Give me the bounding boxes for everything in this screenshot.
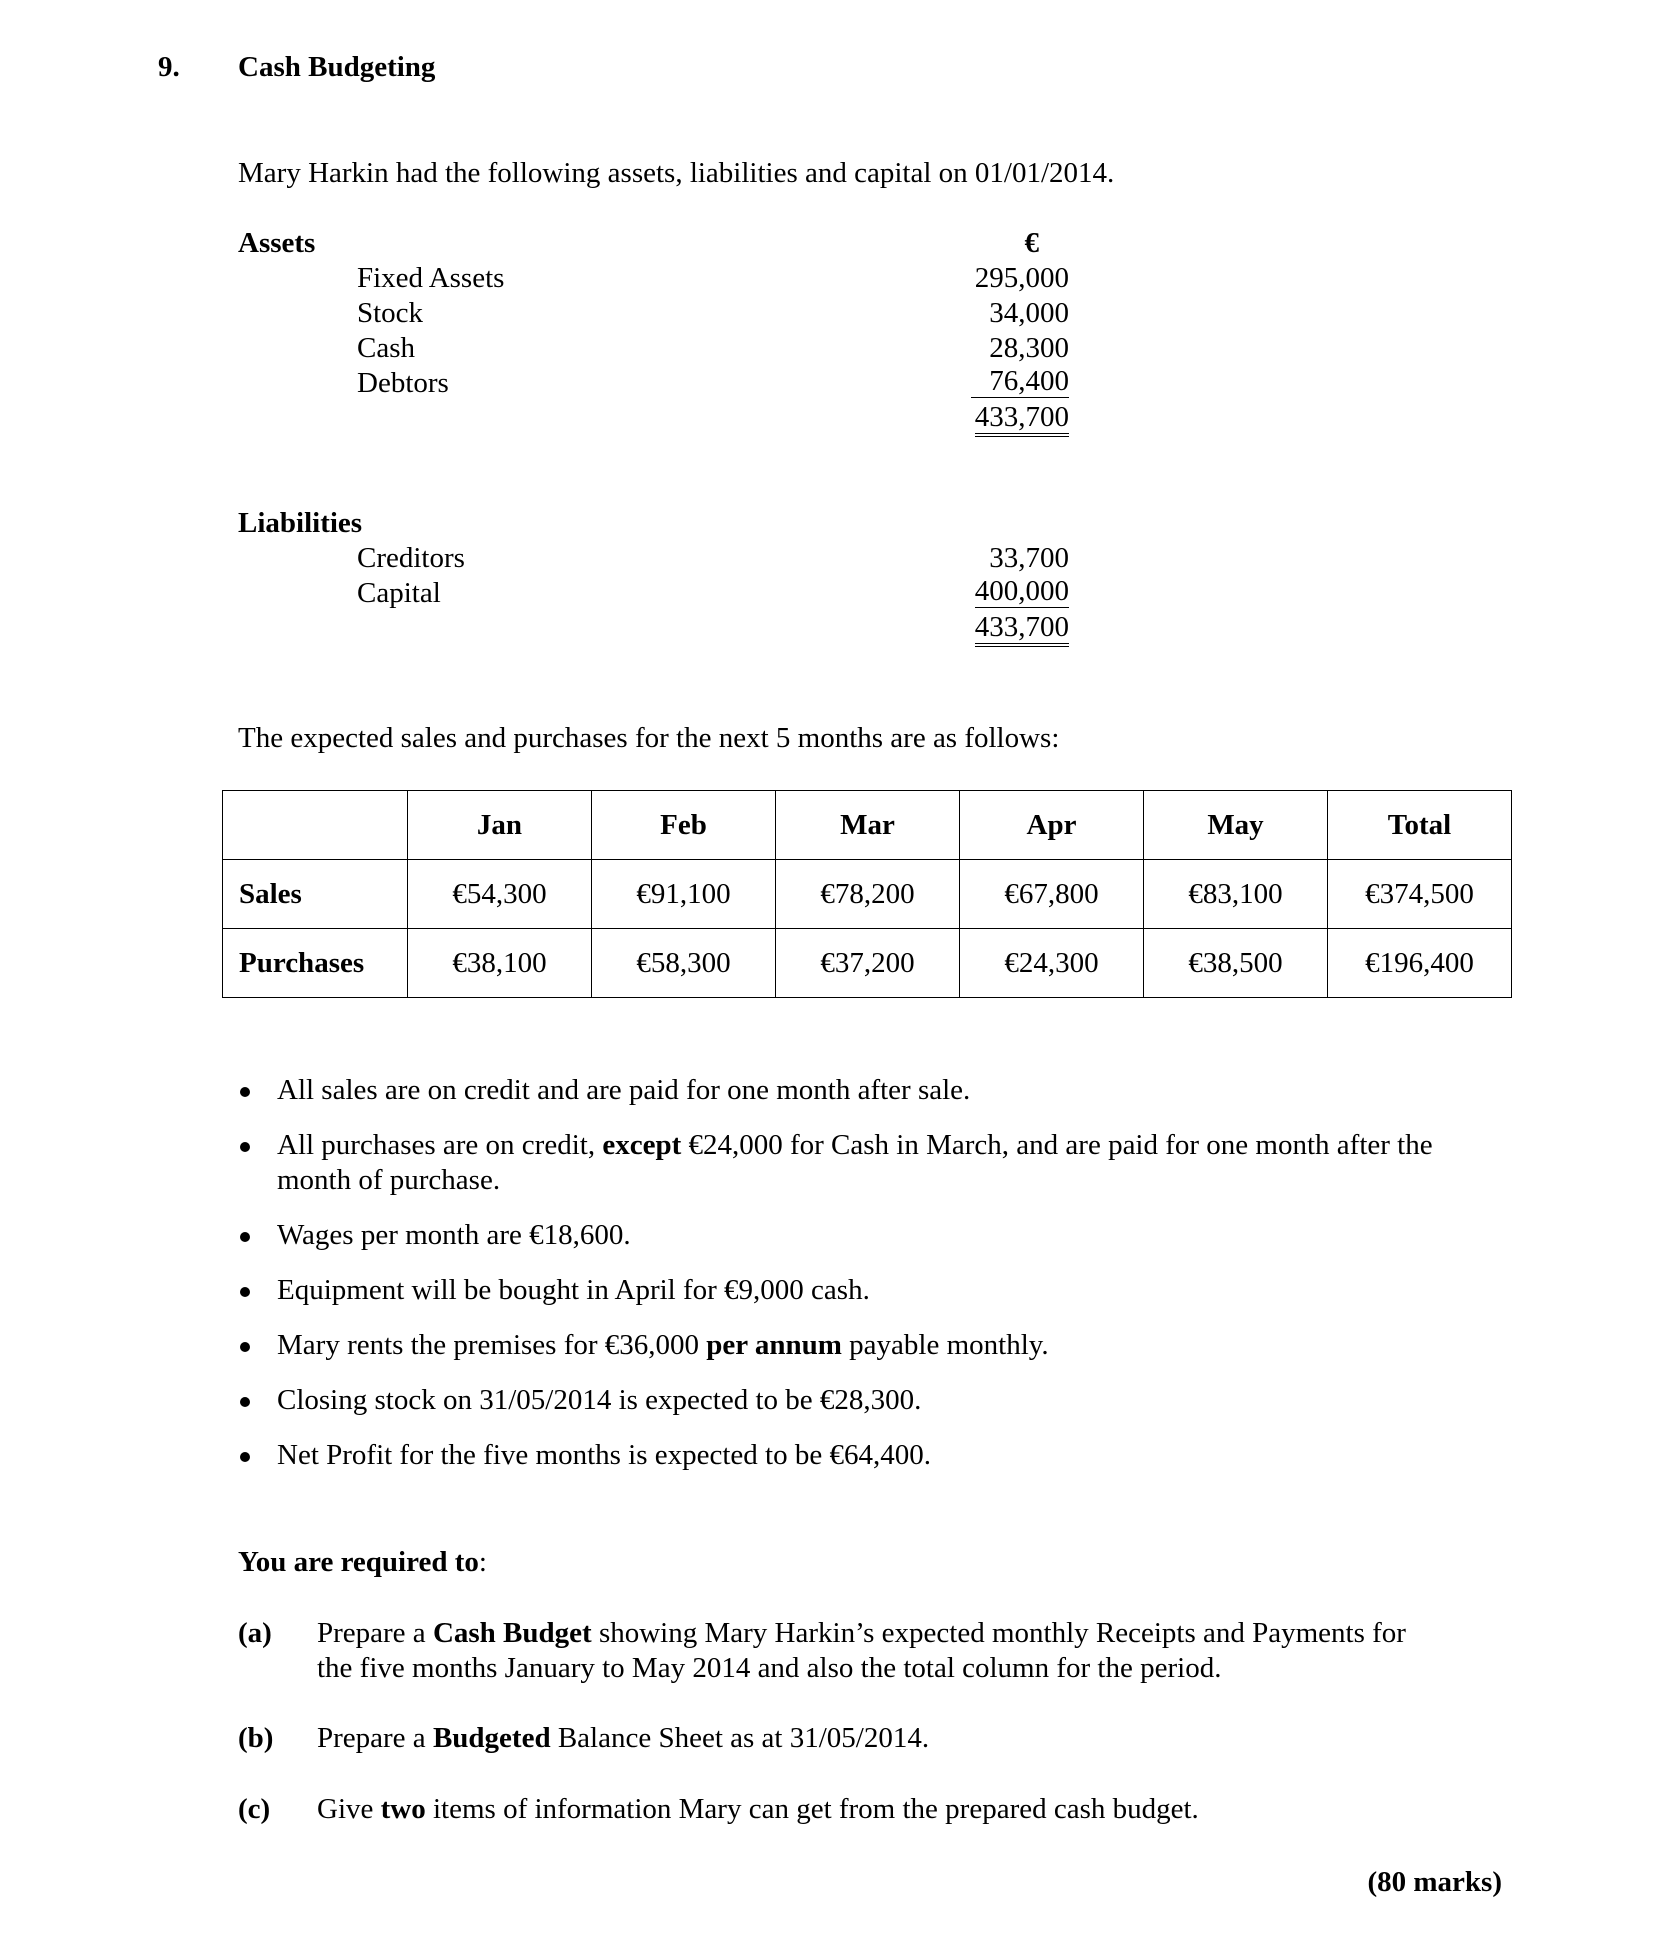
asset-amount: 295,000 — [974, 262, 1069, 294]
table-cell: €37,200 — [776, 929, 960, 998]
assets-total: 433,700 — [975, 402, 1069, 437]
table-cell: €91,100 — [592, 860, 776, 929]
part-b-label: (b) — [238, 1722, 274, 1754]
liability-label: Capital — [357, 577, 441, 609]
table-header-cell: May — [1144, 791, 1328, 860]
question-number: 9. — [158, 51, 180, 83]
table-row — [223, 860, 1512, 929]
intro-text: Mary Harkin had the following assets, liabilities and capital on 01/01/2014. — [238, 157, 1115, 189]
asset-label: Debtors — [357, 367, 449, 399]
bullet-text-part: payable monthly. — [841, 1329, 1049, 1361]
table-cell: €67,800 — [960, 860, 1144, 929]
bullet-icon — [240, 1232, 250, 1242]
sales-purchases-table — [222, 790, 1512, 998]
part-c-label: (c) — [238, 1793, 271, 1825]
part-b-text — [317, 1721, 929, 1756]
part-text-bold: two — [380, 1793, 426, 1825]
bullet-text-part: All purchases are on credit, — [277, 1129, 603, 1161]
liability-label: Creditors — [357, 542, 465, 574]
bullet-text: month of purchase. — [277, 1164, 501, 1196]
asset-amount: 28,300 — [989, 332, 1069, 364]
table-cell: €83,100 — [1144, 860, 1328, 929]
part-text: items of information Mary can get from the prepared cash budget. — [425, 1793, 1199, 1825]
forecast-intro: The expected sales and purchases for the next 5 months are as follows: — [238, 722, 1060, 754]
part-a-text-line2: the five months January to May 2014 and also the total column for the period. — [317, 1652, 1222, 1684]
table-header-cell: Jan — [408, 791, 592, 860]
question-title: Cash Budgeting — [238, 51, 436, 83]
table-header-cell: Mar — [776, 791, 960, 860]
bullet-icon — [240, 1452, 250, 1462]
table-cell: €78,200 — [776, 860, 960, 929]
bullet-text-bold: except — [602, 1129, 682, 1161]
part-a-label: (a) — [238, 1617, 272, 1649]
part-text-bold: Budgeted — [432, 1722, 551, 1754]
table-cell: €54,300 — [408, 860, 592, 929]
currency-header: € — [1024, 227, 1039, 259]
part-text: Prepare a — [317, 1722, 433, 1754]
liabilities-heading: Liabilities — [238, 507, 363, 539]
bullet-icon — [240, 1397, 250, 1407]
asset-amount: 34,000 — [989, 297, 1069, 329]
asset-label: Stock — [357, 297, 424, 329]
required-heading — [238, 1545, 487, 1580]
part-a-text — [317, 1616, 1406, 1651]
bullet-text: Equipment will be bought in April for €9,000 cash. — [277, 1274, 870, 1306]
table-header-cell — [223, 791, 408, 860]
bullet-text-part: Mary rents the premises for €36,000 — [277, 1329, 707, 1361]
table-header-cell: Total — [1328, 791, 1512, 860]
row-label: Sales — [223, 860, 408, 929]
table-row — [223, 929, 1512, 998]
liability-amount: 33,700 — [989, 542, 1069, 574]
table-header-cell: Feb — [592, 791, 776, 860]
part-text: Prepare a — [317, 1617, 433, 1649]
table-cell: €196,400 — [1328, 929, 1512, 998]
bullet-text: Net Profit for the five months is expected to be €64,400. — [277, 1439, 931, 1471]
liability-amount: 400,000 — [974, 575, 1069, 607]
liabilities-total: 433,700 — [975, 612, 1069, 647]
bullet-text-bold: per annum — [706, 1329, 842, 1361]
table-cell: €38,500 — [1144, 929, 1328, 998]
bullet-text: Closing stock on 31/05/2014 is expected to be €28,300. — [277, 1384, 922, 1416]
part-c-text — [317, 1792, 1199, 1827]
asset-label: Cash — [357, 332, 415, 364]
part-text: Balance Sheet as at 31/05/2014. — [550, 1722, 930, 1754]
asset-label: Fixed Assets — [357, 262, 505, 294]
marks-label: (80 marks) — [1367, 1866, 1502, 1898]
table-cell: €374,500 — [1328, 860, 1512, 929]
table-cell: €24,300 — [960, 929, 1144, 998]
bullet-text: All sales are on credit and are paid for one month after sale. — [277, 1074, 971, 1106]
bullet-text — [277, 1128, 1433, 1163]
asset-amount: 76,400 — [971, 366, 1069, 398]
table-cell: €58,300 — [592, 929, 776, 998]
bullet-text-part: €24,000 for Cash in March, and are paid for one month after the — [681, 1129, 1433, 1161]
bullet-icon — [240, 1142, 250, 1152]
part-text: Give — [317, 1793, 381, 1825]
bullet-icon — [240, 1287, 250, 1297]
part-text: showing Mary Harkin’s expected monthly Receipts and Payments for — [591, 1617, 1406, 1649]
required-heading-colon: : — [478, 1546, 487, 1578]
bullet-icon — [240, 1087, 250, 1097]
row-label: Purchases — [223, 929, 408, 998]
table-cell: €38,100 — [408, 929, 592, 998]
table-header-row — [223, 791, 1512, 860]
bullet-text — [277, 1328, 1049, 1363]
bullet-icon — [240, 1342, 250, 1352]
bullet-text: Wages per month are €18,600. — [277, 1219, 631, 1251]
table-header-cell: Apr — [960, 791, 1144, 860]
part-text-bold: Cash Budget — [432, 1617, 592, 1649]
required-heading-bold: You are required to — [238, 1546, 479, 1578]
assets-heading: Assets — [238, 227, 316, 259]
